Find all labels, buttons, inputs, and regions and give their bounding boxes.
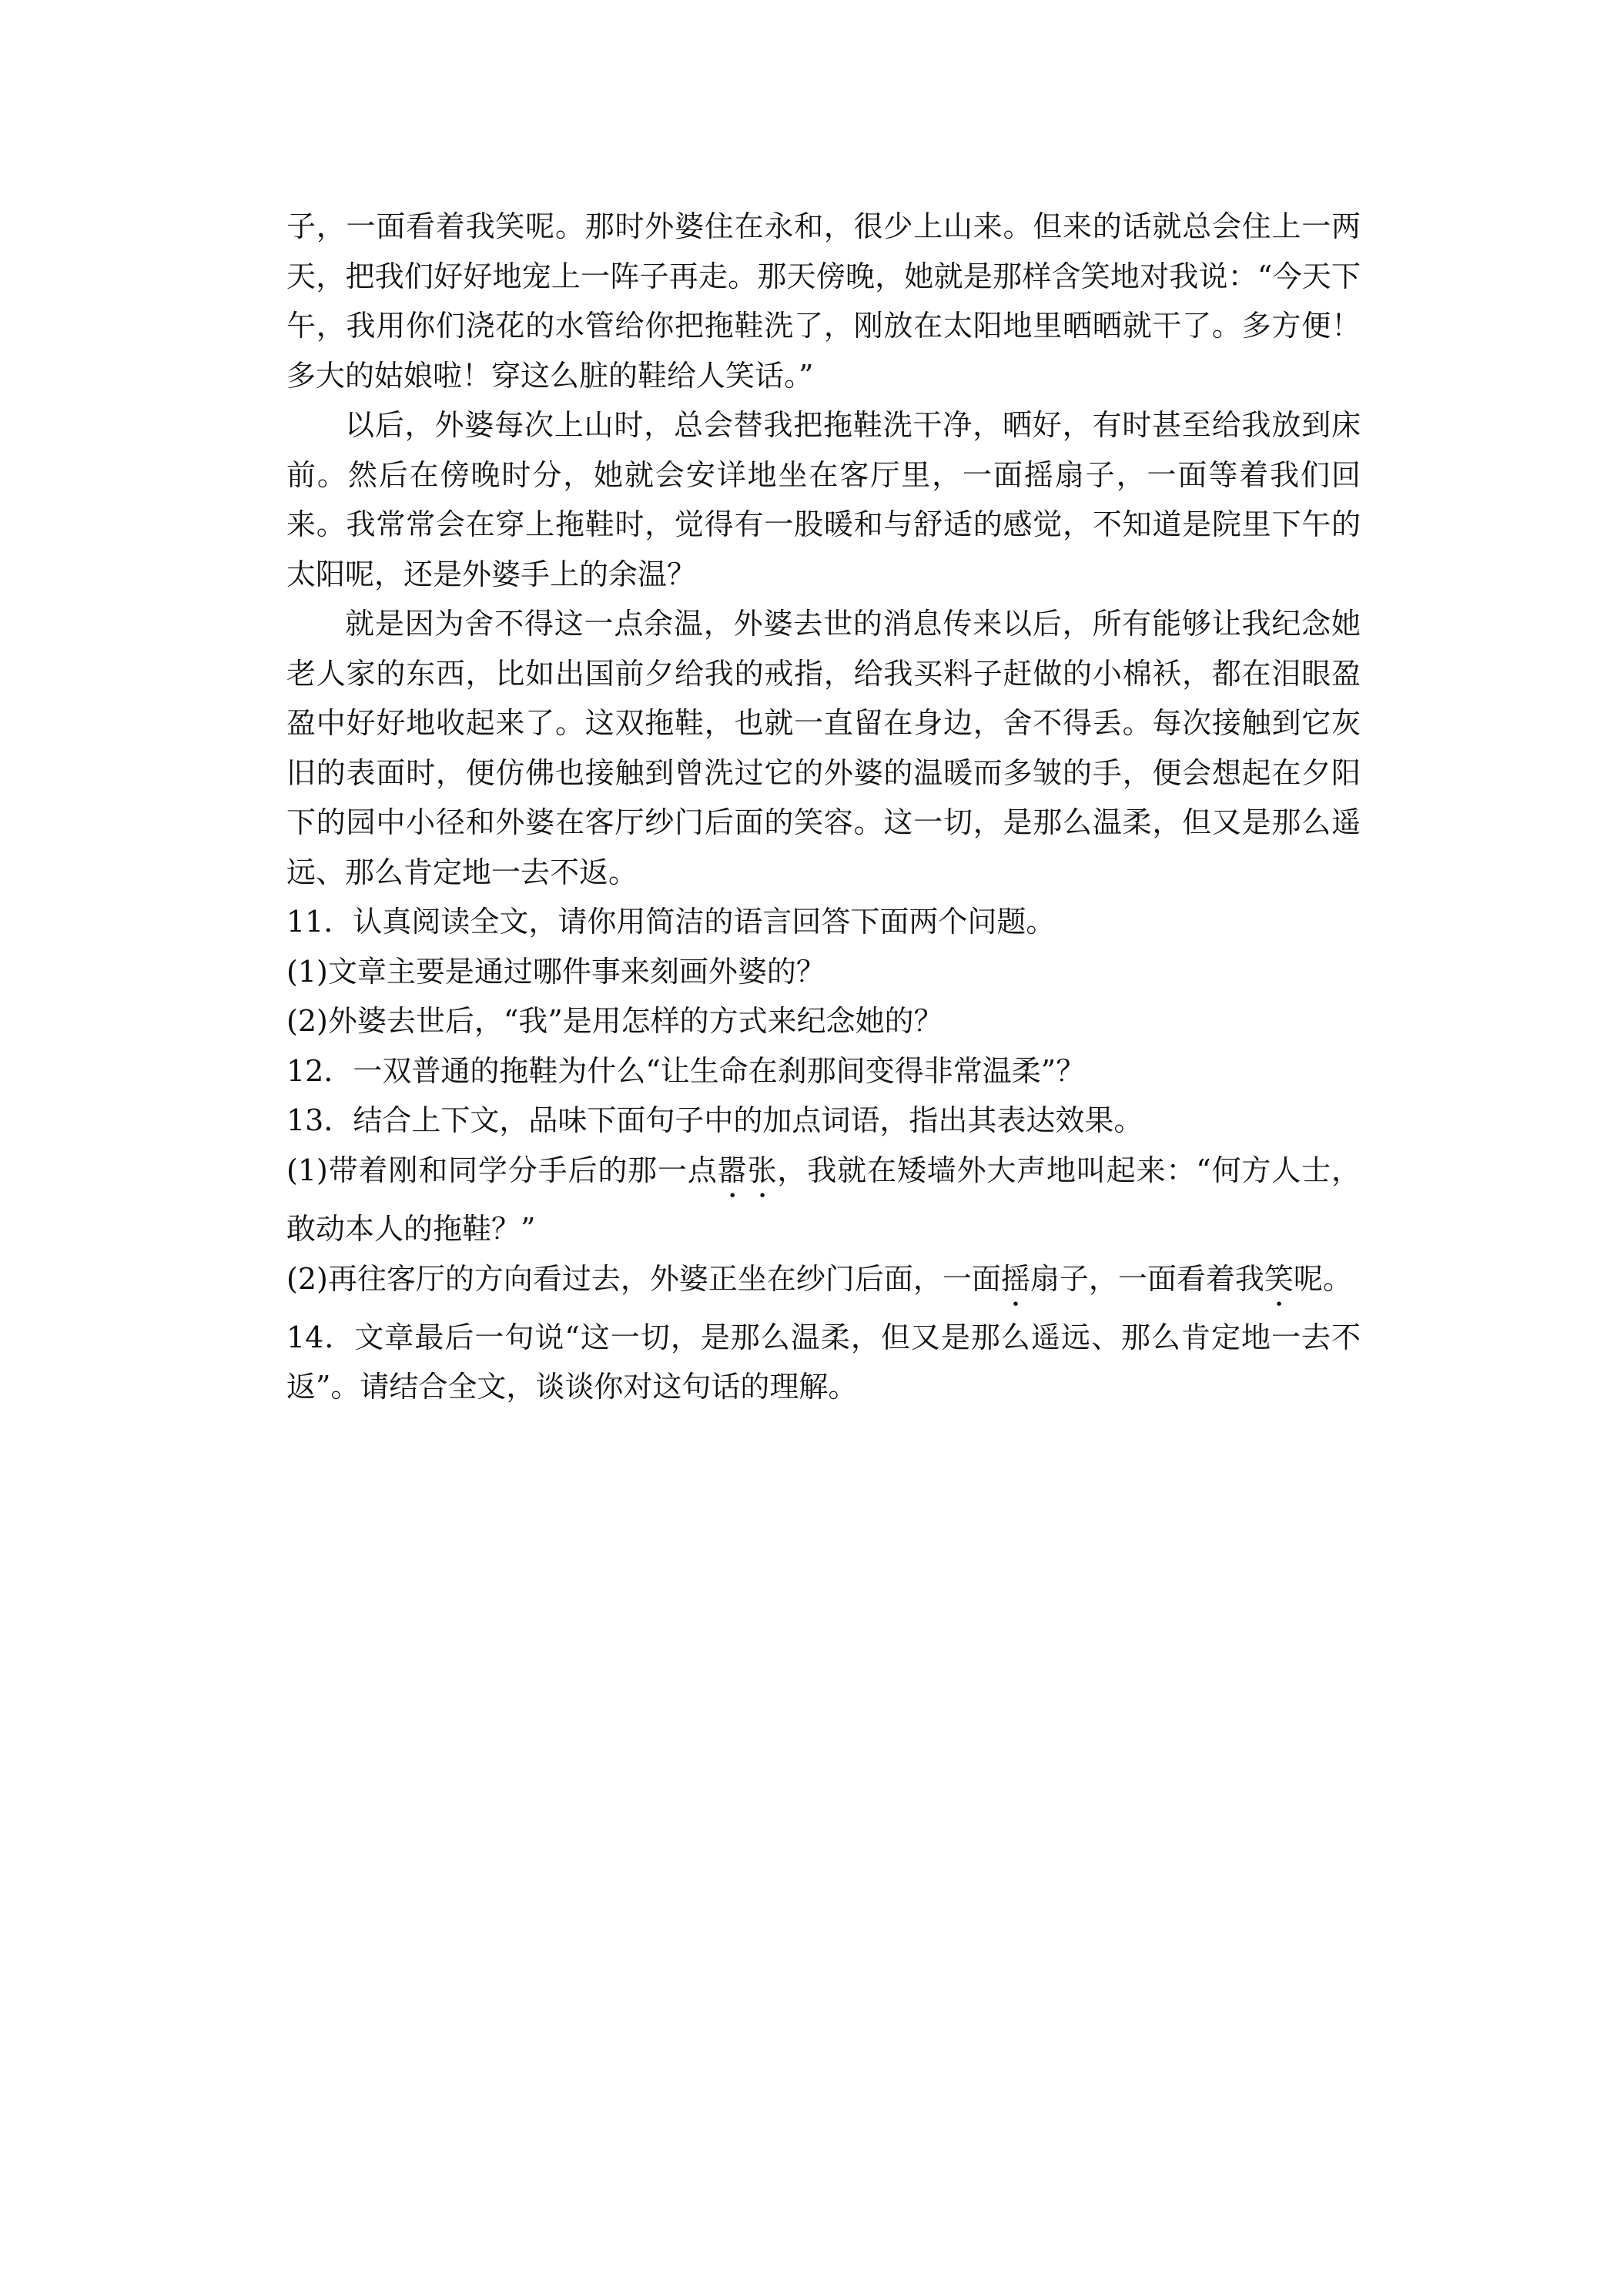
question-11 bbox=[286, 897, 1361, 1046]
question-13-sub-1-before: (1)带着刚和同学分手后的那一点 bbox=[286, 1153, 718, 1187]
question-13-sub-2-before: (2)再往客厅的方向看过去，外婆正坐在纱门后面，一面 bbox=[286, 1261, 1001, 1296]
question-11-sub-2: (2)外婆去世后，“我”是用怎样的方式来纪念她的？ bbox=[286, 1004, 943, 1038]
question-13-stem: 13．结合上下文，品味下面句子中的加点词语，指出其表达效果。 bbox=[286, 1103, 1143, 1137]
question-13-sub-1-dotted-word: 嚣张 bbox=[717, 1153, 778, 1187]
question-11-stem: 11．认真阅读全文，请你用简洁的语言回答下面两个问题。 bbox=[286, 905, 1056, 939]
question-13-sub-2-dotted-word-2: 笑 bbox=[1264, 1261, 1294, 1296]
question-13-sub-1 bbox=[286, 1146, 1361, 1254]
question-14 bbox=[286, 1313, 1361, 1412]
question-13-sub-2-after: 呢。 bbox=[1293, 1261, 1352, 1296]
question-14-stem: 14．文章最后一句说“这一切，是那么温柔，但又是那么遥远、那么肯定地一去不返”。请结合全文，谈谈你对这句话的理解。 bbox=[286, 1320, 1361, 1404]
question-13-sub-2-middle: 扇子，一面看着我 bbox=[1030, 1261, 1264, 1296]
passage-paragraph-2: 以后，外婆每次上山时，总会替我把拖鞋洗干净，晒好，有时甚至给我放到床前。然后在傍晚时分，她就会安详地坐在客厅里，一面摇扇子，一面等着我们回来。我常常会在穿上拖鞋时，觉得有一股暖和与舒适的感觉，不知道是院里下午的太阳呢，还是外婆手上的余温？ bbox=[286, 408, 1361, 591]
passage-paragraph-3: 就是因为舍不得这一点余温，外婆去世的消息传来以后，所有能够让我纪念她老人家的东西，比如出国前夕给我的戒指，给我买料子赶做的小棉袄，都在泪眼盈盈中好好地收起来了。这双拖鞋，也就一直留在身边，舍不得丢。每次接触到它灰旧的表面时，便仿佛也接触到曾洗过它的外婆的温暖而多皱的手，便会想起在夕阳下的园中小径和外婆在客厅纱门后面的笑容。这一切，是那么温柔，但又是那么遥远、那么肯定地一去不返。 bbox=[286, 607, 1361, 889]
page-content bbox=[286, 202, 1361, 1412]
question-13-sub-2-dotted-word-1: 摇 bbox=[1000, 1261, 1030, 1296]
question-11-sub-1: (1)文章主要是通过哪件事来刻画外婆的？ bbox=[286, 954, 825, 989]
passage-paragraph-1: 子，一面看着我笑呢。那时外婆住在永和，很少上山来。但来的话就总会住上一两天，把我们好好地宠上一阵子再走。那天傍晚，她就是那样含笑地对我说：“今天下午，我用你们浇花的水管给你把拖鞋洗了，刚放在太阳地里晒晒就干了。多方便！多大的姑娘啦！穿这么脏的鞋给人笑话。” bbox=[286, 209, 1361, 393]
question-13-sub-2 bbox=[286, 1254, 1361, 1313]
question-13 bbox=[286, 1096, 1361, 1313]
question-12-stem: 12．一双普通的拖鞋为什么“让生命在刹那间变得非常温柔”？ bbox=[286, 1053, 1086, 1088]
question-13-sub-1-after: ，我就在矮墙外大声地叫起来：“何方人士，敢动本人的拖鞋？” bbox=[286, 1153, 1361, 1246]
question-12 bbox=[286, 1046, 1361, 1096]
